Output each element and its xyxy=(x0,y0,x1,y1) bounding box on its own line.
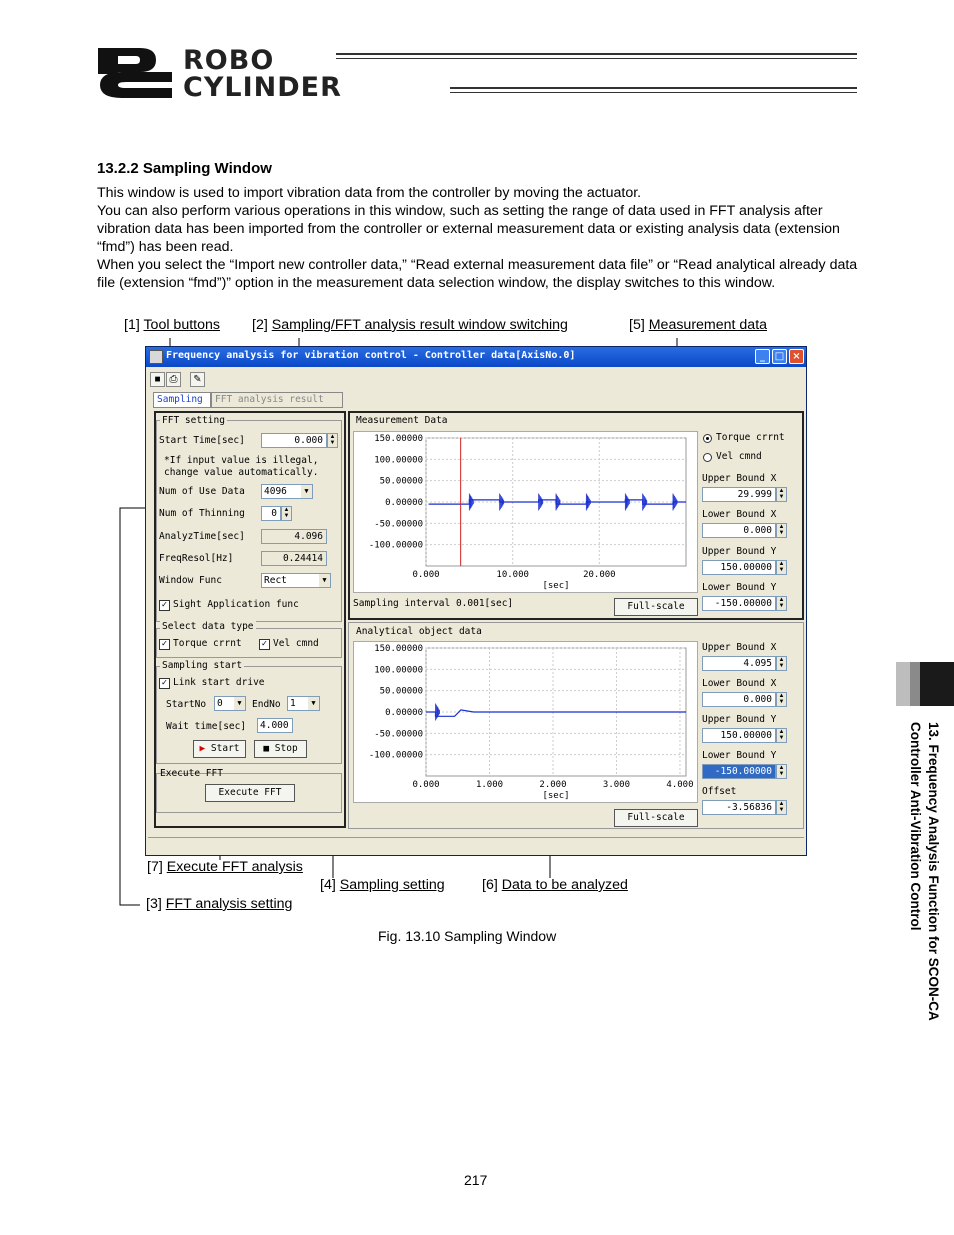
sampling-interval-label: Sampling interval 0.001[sec] xyxy=(353,598,514,609)
sampling-start-label: Sampling start xyxy=(162,660,243,671)
section-heading: 13.2.2 Sampling Window xyxy=(97,160,272,177)
measurement-fullscale-button[interactable]: Full-scale xyxy=(614,598,698,616)
chevron-down-icon: ▼ xyxy=(308,697,319,710)
maximize-icon[interactable]: □ xyxy=(772,349,787,364)
data-type-label: Select data type xyxy=(162,621,254,632)
torque-crrnt-label: Torque crrnt xyxy=(173,638,242,649)
chapter-tab xyxy=(896,662,954,706)
fft-setting-label: FFT setting xyxy=(162,415,225,426)
start-time-label: Start Time[sec] xyxy=(159,435,245,446)
meas-uby-spinner[interactable]: ▲ ▼ xyxy=(776,560,787,575)
x-tick-label: 10.000 xyxy=(496,570,529,580)
num-use-data-value: 4096 xyxy=(264,486,287,497)
meas-lby-label: Lower Bound Y xyxy=(702,582,777,593)
callout-window-switching: [2] Sampling/FFT analysis result window switching xyxy=(252,317,568,333)
fft-setting-group xyxy=(156,420,342,622)
torque-crrnt-checkbox[interactable]: ✓ xyxy=(159,639,170,650)
application-window xyxy=(145,346,807,856)
window-func-select[interactable] xyxy=(261,573,331,588)
torque-crrnt-radio[interactable] xyxy=(703,434,712,443)
meas-lbx-input[interactable]: 0.000 xyxy=(702,523,776,538)
ana-lbx-label: Lower Bound X xyxy=(702,678,777,689)
x-tick-label: 1.000 xyxy=(475,780,504,790)
analytical-fullscale-button[interactable]: Full-scale xyxy=(614,809,698,827)
ana-uby-input[interactable]: 150.00000 xyxy=(702,728,776,743)
close-icon[interactable]: × xyxy=(789,349,804,364)
ana-ubx-spinner[interactable]: ▲ ▼ xyxy=(776,656,787,671)
paragraph-1: This window is used to import vibration data from the controller by moving the actuator. xyxy=(97,185,642,201)
offset-spinner[interactable]: ▲ ▼ xyxy=(776,800,787,815)
y-tick-label: 0.00000 xyxy=(385,498,423,508)
y-tick-label: 100.00000 xyxy=(374,665,423,676)
freq-resol-label: FreqResol[Hz] xyxy=(159,553,234,564)
execute-fft-label: Execute FFT xyxy=(160,768,223,779)
chapter-side-label: 13. Frequency Analysis Function for SCON-CA Controller Anti-Vibration Control xyxy=(908,722,941,1021)
figure-caption: Fig. 13.10 Sampling Window xyxy=(378,928,557,944)
note-line-2: change value automatically. xyxy=(164,467,319,478)
ana-lbx-input[interactable]: 0.000 xyxy=(702,692,776,707)
meas-lbx-spinner[interactable]: ▲ ▼ xyxy=(776,523,787,538)
x-tick-label: 0.000 xyxy=(412,570,440,580)
y-tick-label: -50.00000 xyxy=(374,729,423,740)
window-func-value: Rect xyxy=(264,575,287,586)
meas-ubx-spinner[interactable]: ▲ ▼ xyxy=(776,487,787,502)
window-title: Frequency analysis for vibration control - Controller data[AxisNo.0] xyxy=(166,350,576,361)
wait-time-input[interactable]: 4.000 xyxy=(257,718,293,733)
analyz-time-value: 4.096 xyxy=(261,529,327,544)
x-tick-label: 20.000 xyxy=(583,570,616,580)
window-func-label: Window Func xyxy=(159,575,222,586)
num-thinning-spinner[interactable]: ▲ ▼ xyxy=(281,506,292,521)
logo-word-robo: ROBO xyxy=(183,45,275,76)
chevron-down-icon: ▼ xyxy=(301,485,312,498)
callout-measurement-data: [5] Measurement data xyxy=(629,317,768,333)
y-tick-label: -100.00000 xyxy=(368,750,423,761)
x-axis-label: [sec] xyxy=(542,581,570,591)
y-tick-label: 50.00000 xyxy=(379,686,423,697)
page-number: 217 xyxy=(464,1172,488,1188)
y-tick-label: 100.00000 xyxy=(374,455,423,466)
meas-lby-input[interactable]: -150.00000 xyxy=(702,596,776,611)
ana-ubx-input[interactable]: 4.095 xyxy=(702,656,776,671)
ana-uby-spinner[interactable]: ▲ ▼ xyxy=(776,728,787,743)
x-axis-label: [sec] xyxy=(542,791,570,801)
stop-icon: ■ xyxy=(263,743,270,754)
x-tick-label: 2.000 xyxy=(539,780,567,790)
callout-data-analyzed: [6] Data to be analyzed xyxy=(482,877,628,893)
startno-value: 0 xyxy=(217,698,223,709)
callout-execute-fft: [7] Execute FFT analysis xyxy=(147,859,303,875)
paragraph-2: You can also perform various operations in this window, such as setting the range of data used in FFT analysis after vibration data has been imported from the controller or external measurement data or existing analysis data (extension “fmd”) has been read. xyxy=(97,203,840,255)
print-icon[interactable]: ⎙ xyxy=(166,372,181,387)
stop-button[interactable] xyxy=(254,740,307,758)
sight-application-label: Sight Application func xyxy=(173,599,299,610)
execute-fft-button[interactable]: Execute FFT xyxy=(205,784,295,802)
ana-lby-input[interactable]: -150.00000 xyxy=(702,764,776,779)
ana-uby-label: Upper Bound Y xyxy=(702,714,777,725)
endno-value: 1 xyxy=(290,698,296,709)
link-start-drive-label: Link start drive xyxy=(173,677,265,688)
meas-lbx-label: Lower Bound X xyxy=(702,509,777,520)
window-titlebar[interactable] xyxy=(146,347,806,367)
startno-select[interactable] xyxy=(214,696,246,711)
edit-icon[interactable]: ✎ xyxy=(190,372,205,387)
y-tick-label: 50.00000 xyxy=(379,476,423,487)
app-icon xyxy=(149,350,163,364)
x-tick-label: 3.000 xyxy=(602,780,631,790)
offset-label: Offset xyxy=(702,786,737,797)
sight-application-checkbox[interactable]: ✓ xyxy=(159,600,170,611)
endno-label: EndNo xyxy=(252,699,281,710)
num-use-data-label: Num of Use Data xyxy=(159,486,245,497)
vel-cmnd-label: Vel cmnd xyxy=(273,638,319,649)
link-start-drive-checkbox[interactable]: ✓ xyxy=(159,678,170,689)
start-time-spinner[interactable]: ▲ ▼ xyxy=(327,433,338,448)
callout-tool-buttons: [1] Tool buttons xyxy=(124,317,220,333)
play-icon: ▶ xyxy=(199,743,206,754)
start-button[interactable] xyxy=(193,740,246,758)
y-tick-label: 150.00000 xyxy=(374,434,423,444)
offset-input[interactable]: -3.56836 xyxy=(702,800,776,815)
vel-radio-label: Vel cmnd xyxy=(716,451,762,462)
meas-uby-label: Upper Bound Y xyxy=(702,546,777,557)
analytical-plot-area[interactable] xyxy=(353,641,698,803)
ana-lby-label: Lower Bound Y xyxy=(702,750,777,761)
num-thinning-input[interactable]: 0 xyxy=(261,506,281,521)
note-line-1: *If input value is illegal, xyxy=(164,455,319,466)
vel-cmnd-radio[interactable] xyxy=(703,453,712,462)
wait-time-label: Wait time[sec] xyxy=(166,721,247,732)
y-tick-label: -100.00000 xyxy=(368,540,423,551)
ana-lbx-spinner[interactable]: ▲ ▼ xyxy=(776,692,787,707)
callout-sampling-setting: [4] Sampling setting xyxy=(320,877,445,893)
ana-lby-spinner[interactable]: ▲ ▼ xyxy=(776,764,787,779)
num-thinning-label: Num of Thinning xyxy=(159,508,245,519)
y-tick-label: 0.00000 xyxy=(385,708,423,718)
save-icon[interactable]: ■ xyxy=(150,372,165,387)
y-tick-label: -50.00000 xyxy=(374,519,423,530)
measurement-plot-area[interactable] xyxy=(353,431,698,593)
x-tick-label: 0.000 xyxy=(412,780,440,790)
meas-ubx-label: Upper Bound X xyxy=(702,473,777,484)
tab-fft-analysis-result[interactable]: FFT analysis result xyxy=(211,392,343,408)
chevron-down-icon: ▼ xyxy=(319,574,330,587)
status-divider xyxy=(148,837,804,838)
x-tick-label: 4.000 xyxy=(666,780,694,790)
tab-sampling[interactable]: Sampling xyxy=(153,392,211,408)
meas-lby-spinner[interactable]: ▲ ▼ xyxy=(776,596,787,611)
num-use-data-select[interactable] xyxy=(261,484,313,499)
torque-radio-label: Torque crrnt xyxy=(716,432,785,443)
chevron-down-icon: ▼ xyxy=(234,697,245,710)
measurement-data-label: Measurement Data xyxy=(356,415,448,426)
logo-word-cylinder: CYLINDER xyxy=(183,72,342,103)
vel-cmnd-checkbox[interactable]: ✓ xyxy=(259,639,270,650)
freq-resol-value: 0.24414 xyxy=(261,551,327,566)
start-time-input[interactable]: 0.000 xyxy=(261,433,327,448)
meas-uby-input[interactable]: 150.00000 xyxy=(702,560,776,575)
y-tick-label: 150.00000 xyxy=(374,644,423,654)
analytical-object-label: Analytical object data xyxy=(356,626,482,637)
paragraph-3: When you select the “Import new controller data,” “Read external measurement data file” or “Read analytical already data file (extension “fmd”)” option in the measurement data selection window, the display switches to this window. xyxy=(97,257,858,291)
startno-label: StartNo xyxy=(166,699,207,710)
endno-select[interactable] xyxy=(287,696,320,711)
meas-ubx-input[interactable]: 29.999 xyxy=(702,487,776,502)
stop-button-label: Stop xyxy=(274,743,298,754)
analyz-time-label: AnalyzTime[sec] xyxy=(159,531,245,542)
ana-ubx-label: Upper Bound X xyxy=(702,642,777,653)
callout-fft-analysis-setting: [3] FFT analysis setting xyxy=(146,896,293,912)
minimize-icon[interactable]: _ xyxy=(755,349,770,364)
start-button-label: Start xyxy=(210,743,240,754)
